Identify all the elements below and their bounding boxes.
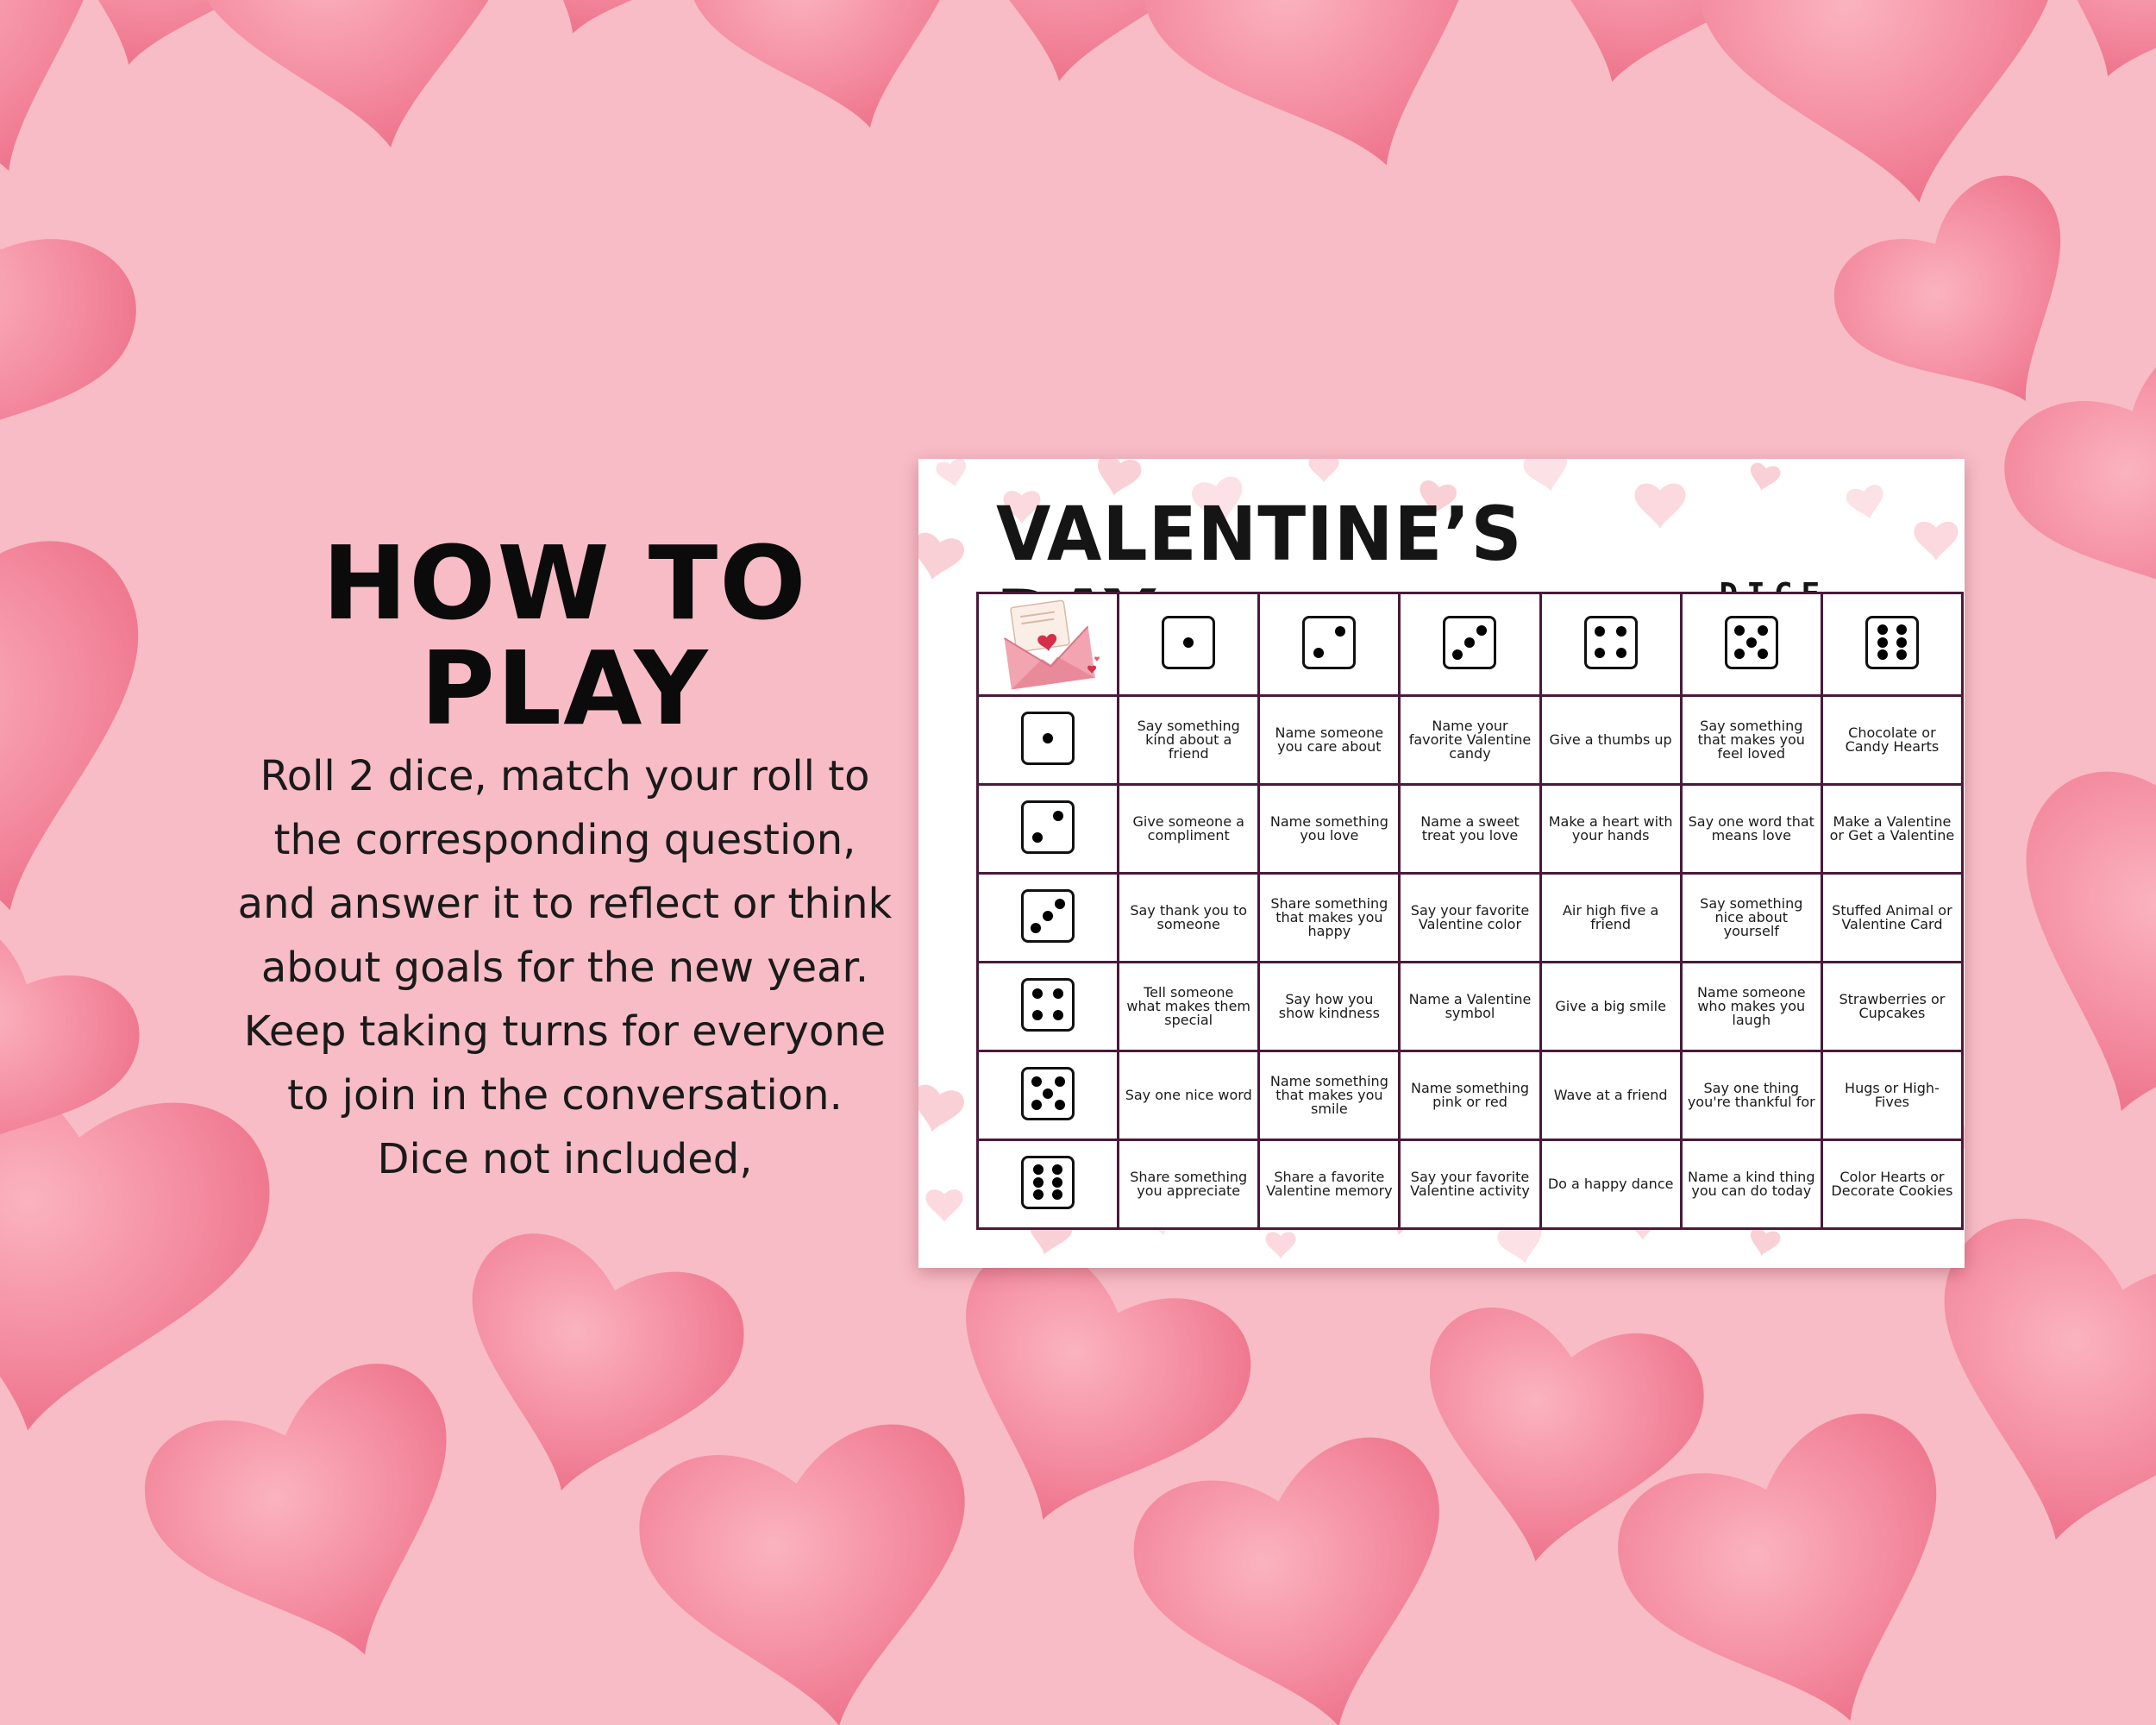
die-6-icon (1021, 1156, 1075, 1209)
grid-row (978, 963, 1963, 1051)
grid-row (978, 1051, 1963, 1140)
prompt-cell (1681, 874, 1821, 963)
prompt-text: Say one thing you're thankful for (1687, 1080, 1815, 1110)
die-pip (1616, 648, 1626, 658)
die-pip (1476, 625, 1487, 636)
die-pip (1032, 832, 1043, 843)
prompt-text: Make a heart with your hands (1548, 813, 1673, 844)
die-pip (1896, 637, 1907, 648)
prompt-text: Name someone you care about (1275, 724, 1384, 755)
die-pip (1055, 899, 1065, 909)
love-letter-envelope-icon (990, 598, 1106, 691)
sheet-heart (1309, 459, 1339, 482)
prompt-text: Give someone a compliment (1132, 813, 1244, 844)
prompt-cell (1400, 785, 1540, 874)
prompt-text: Share a favorite Valentine memory (1266, 1169, 1393, 1199)
prompt-text: Stuffed Animal or Valentine Card (1832, 902, 1952, 932)
prompt-text: Name a Valentine symbol (1408, 991, 1532, 1021)
die-pip (1052, 1189, 1062, 1200)
prompt-cell (1400, 1051, 1540, 1140)
prompt-cell (1540, 785, 1681, 874)
prompt-cell (1400, 1140, 1540, 1229)
prompt-cell (1119, 785, 1259, 874)
prompt-text: Say your favorite Valentine color (1410, 902, 1530, 932)
prompt-cell (1821, 696, 1962, 785)
prompt-text: Make a Valentine or Get a Valentine (1829, 813, 1955, 844)
die-pip (1053, 1010, 1063, 1020)
sheet-heart (1746, 461, 1782, 493)
prompt-cell (1540, 963, 1681, 1051)
prompt-cell (1119, 963, 1259, 1051)
die-pip (1896, 624, 1907, 635)
grid-row (978, 1140, 1963, 1229)
prompt-text: Strawberries or Cupcakes (1839, 991, 1946, 1021)
prompt-text: Color Hearts or Decorate Cookies (1831, 1169, 1953, 1199)
die-pip (1053, 988, 1063, 999)
die-pip (1335, 626, 1345, 637)
prompt-text: Say something nice about yourself (1700, 895, 1803, 939)
prompt-text: Name a sweet treat you love (1420, 813, 1520, 844)
prompt-cell (1119, 1140, 1259, 1229)
row-die-cell (978, 1051, 1119, 1140)
prompt-text: Say one word that means love (1688, 813, 1814, 844)
sheet-heart (1521, 459, 1572, 496)
die-pip (1595, 626, 1605, 637)
column-die-cell (1400, 593, 1540, 696)
prompt-cell (1259, 1140, 1400, 1229)
how-to-play-title (220, 524, 910, 748)
die-1-icon (1021, 712, 1075, 765)
die-pip (1877, 624, 1888, 635)
prompt-cell (1400, 963, 1540, 1051)
row-die-cell (978, 696, 1119, 785)
instruction-line: Roll 2 dice, match your roll to (260, 752, 870, 800)
dice-grid (976, 592, 1964, 1230)
prompt-text: Say one nice word (1125, 1087, 1252, 1103)
die-pip (1033, 1177, 1044, 1188)
instruction-line: about goals for the new year. (260, 944, 869, 992)
prompt-cell (1259, 785, 1400, 874)
die-pip (1758, 649, 1768, 659)
die-pip (1032, 988, 1043, 999)
prompt-cell (1540, 696, 1681, 785)
die-4-icon (1584, 616, 1638, 669)
prompt-text: Name your favorite Valentine candy (1408, 718, 1532, 762)
die-pip (1452, 649, 1463, 660)
prompt-cell (1119, 874, 1259, 963)
prompt-text: Say thank you to someone (1130, 902, 1248, 932)
instruction-line: Dice not included, (377, 1135, 753, 1183)
prompt-cell (1540, 1051, 1681, 1140)
prompt-cell (1540, 1140, 1681, 1229)
die-pip (1033, 1189, 1044, 1200)
column-die-cell (1540, 593, 1681, 696)
grid-header-row (978, 593, 1963, 696)
die-pip (1033, 1164, 1044, 1175)
prompt-cell (1681, 696, 1821, 785)
die-pip (1877, 649, 1888, 660)
grid-row (978, 874, 1963, 963)
row-die-cell (978, 1140, 1119, 1229)
die-5-icon (1725, 616, 1778, 669)
die-pip (1043, 911, 1053, 921)
grid-corner-cell (978, 593, 1119, 696)
prompt-cell (1400, 874, 1540, 963)
prompt-cell (1259, 874, 1400, 963)
prompt-text: Say something that makes you feel loved (1697, 718, 1805, 762)
die-pip (1734, 625, 1745, 636)
prompt-text: Tell someone what makes them special (1126, 984, 1250, 1028)
sheet-heart (918, 530, 966, 585)
sheet-heart (935, 459, 970, 490)
die-pip (1758, 625, 1768, 636)
instruction-line: Keep taking turns for everyone (243, 1007, 887, 1056)
die-pip (1043, 1088, 1053, 1099)
prompt-text: Give a thumbs up (1549, 731, 1672, 748)
prompt-cell (1681, 785, 1821, 874)
die-pip (1032, 1010, 1043, 1020)
prompt-text: Name a kind thing you can do today (1688, 1169, 1815, 1199)
die-pip (1052, 1164, 1062, 1175)
die-2-icon (1021, 800, 1075, 854)
die-pip (1053, 811, 1063, 821)
prompt-cell (1821, 1140, 1962, 1229)
prompt-text: Name something that makes you smile (1269, 1073, 1388, 1117)
prompt-text: Name someone who makes you laugh (1696, 984, 1806, 1028)
prompt-cell (1821, 785, 1962, 874)
grid-row (978, 696, 1963, 785)
prompt-text: Do a happy dance (1547, 1176, 1674, 1192)
title-line-2: PLAY (420, 629, 710, 748)
die-pip (1055, 1076, 1065, 1087)
column-die-cell (1119, 593, 1259, 696)
prompt-cell (1821, 874, 1962, 963)
die-pip (1055, 1100, 1065, 1110)
instruction-line: and answer it to reflect or think (237, 880, 893, 928)
sheet-title-main: VALENTINE’S (996, 492, 1523, 579)
dice-game-sheet (918, 459, 1965, 1268)
die-5-icon (1021, 1067, 1075, 1120)
prompt-cell (1681, 963, 1821, 1051)
prompt-text: Wave at a friend (1553, 1087, 1668, 1103)
prompt-text: Air high five a friend (1562, 902, 1659, 932)
grid-row (978, 785, 1963, 874)
prompt-text: Name something you love (1269, 813, 1388, 844)
die-1-icon (1162, 616, 1215, 669)
die-pip (1043, 733, 1053, 743)
sheet-heart (918, 1082, 966, 1137)
die-pip (1746, 637, 1757, 648)
prompt-cell (1259, 1051, 1400, 1140)
prompt-cell (1681, 1140, 1821, 1229)
instruction-line: to join in the conversation. (287, 1071, 843, 1120)
how-to-play-instructions (220, 744, 910, 1191)
row-die-cell (978, 785, 1119, 874)
prompt-text: Chocolate or Candy Hearts (1845, 724, 1940, 755)
title-line-1: HOW TO (322, 524, 808, 643)
die-pip (1734, 649, 1745, 659)
prompt-text: Say your favorite Valentine activity (1410, 1169, 1530, 1199)
prompt-cell (1821, 1051, 1962, 1140)
die-pip (1031, 923, 1041, 933)
die-6-icon (1865, 616, 1919, 669)
prompt-cell (1119, 1051, 1259, 1140)
die-2-icon (1302, 616, 1356, 669)
die-pip (1031, 1076, 1042, 1087)
prompt-text: Say how you show kindness (1278, 991, 1380, 1021)
die-pip (1464, 637, 1475, 648)
die-pip (1896, 649, 1907, 660)
instruction-line: the corresponding question, (273, 816, 856, 864)
die-pip (1595, 648, 1605, 658)
sheet-heart (926, 1189, 963, 1222)
column-die-cell (1821, 593, 1962, 696)
prompt-cell (1400, 696, 1540, 785)
die-4-icon (1021, 978, 1075, 1032)
row-die-cell (978, 874, 1119, 963)
prompt-cell (1259, 696, 1400, 785)
prompt-text: Give a big smile (1555, 998, 1666, 1014)
die-pip (1031, 1100, 1042, 1110)
sheet-heart (1266, 1232, 1296, 1258)
prompt-text: Share something that makes you happy (1270, 895, 1388, 939)
die-pip (1183, 637, 1194, 648)
row-die-cell (978, 963, 1119, 1051)
die-pip (1313, 648, 1324, 658)
prompt-cell (1821, 963, 1962, 1051)
prompt-cell (1259, 963, 1400, 1051)
prompt-cell (1119, 696, 1259, 785)
die-pip (1877, 637, 1888, 648)
sheet-heart (1746, 1226, 1782, 1258)
column-die-cell (1681, 593, 1821, 696)
prompt-cell (1681, 1051, 1821, 1140)
die-3-icon (1443, 616, 1496, 669)
column-die-cell (1259, 593, 1400, 696)
prompt-text: Hugs or High-Fives (1845, 1080, 1940, 1110)
how-to-play-section (220, 524, 910, 1191)
die-pip (1052, 1177, 1062, 1188)
prompt-text: Say something kind about a friend (1137, 718, 1240, 762)
prompt-cell (1540, 874, 1681, 963)
prompt-text: Share something you appreciate (1130, 1169, 1248, 1199)
die-3-icon (1021, 889, 1075, 943)
prompt-text: Name something pink or red (1410, 1080, 1529, 1110)
die-pip (1616, 626, 1626, 637)
